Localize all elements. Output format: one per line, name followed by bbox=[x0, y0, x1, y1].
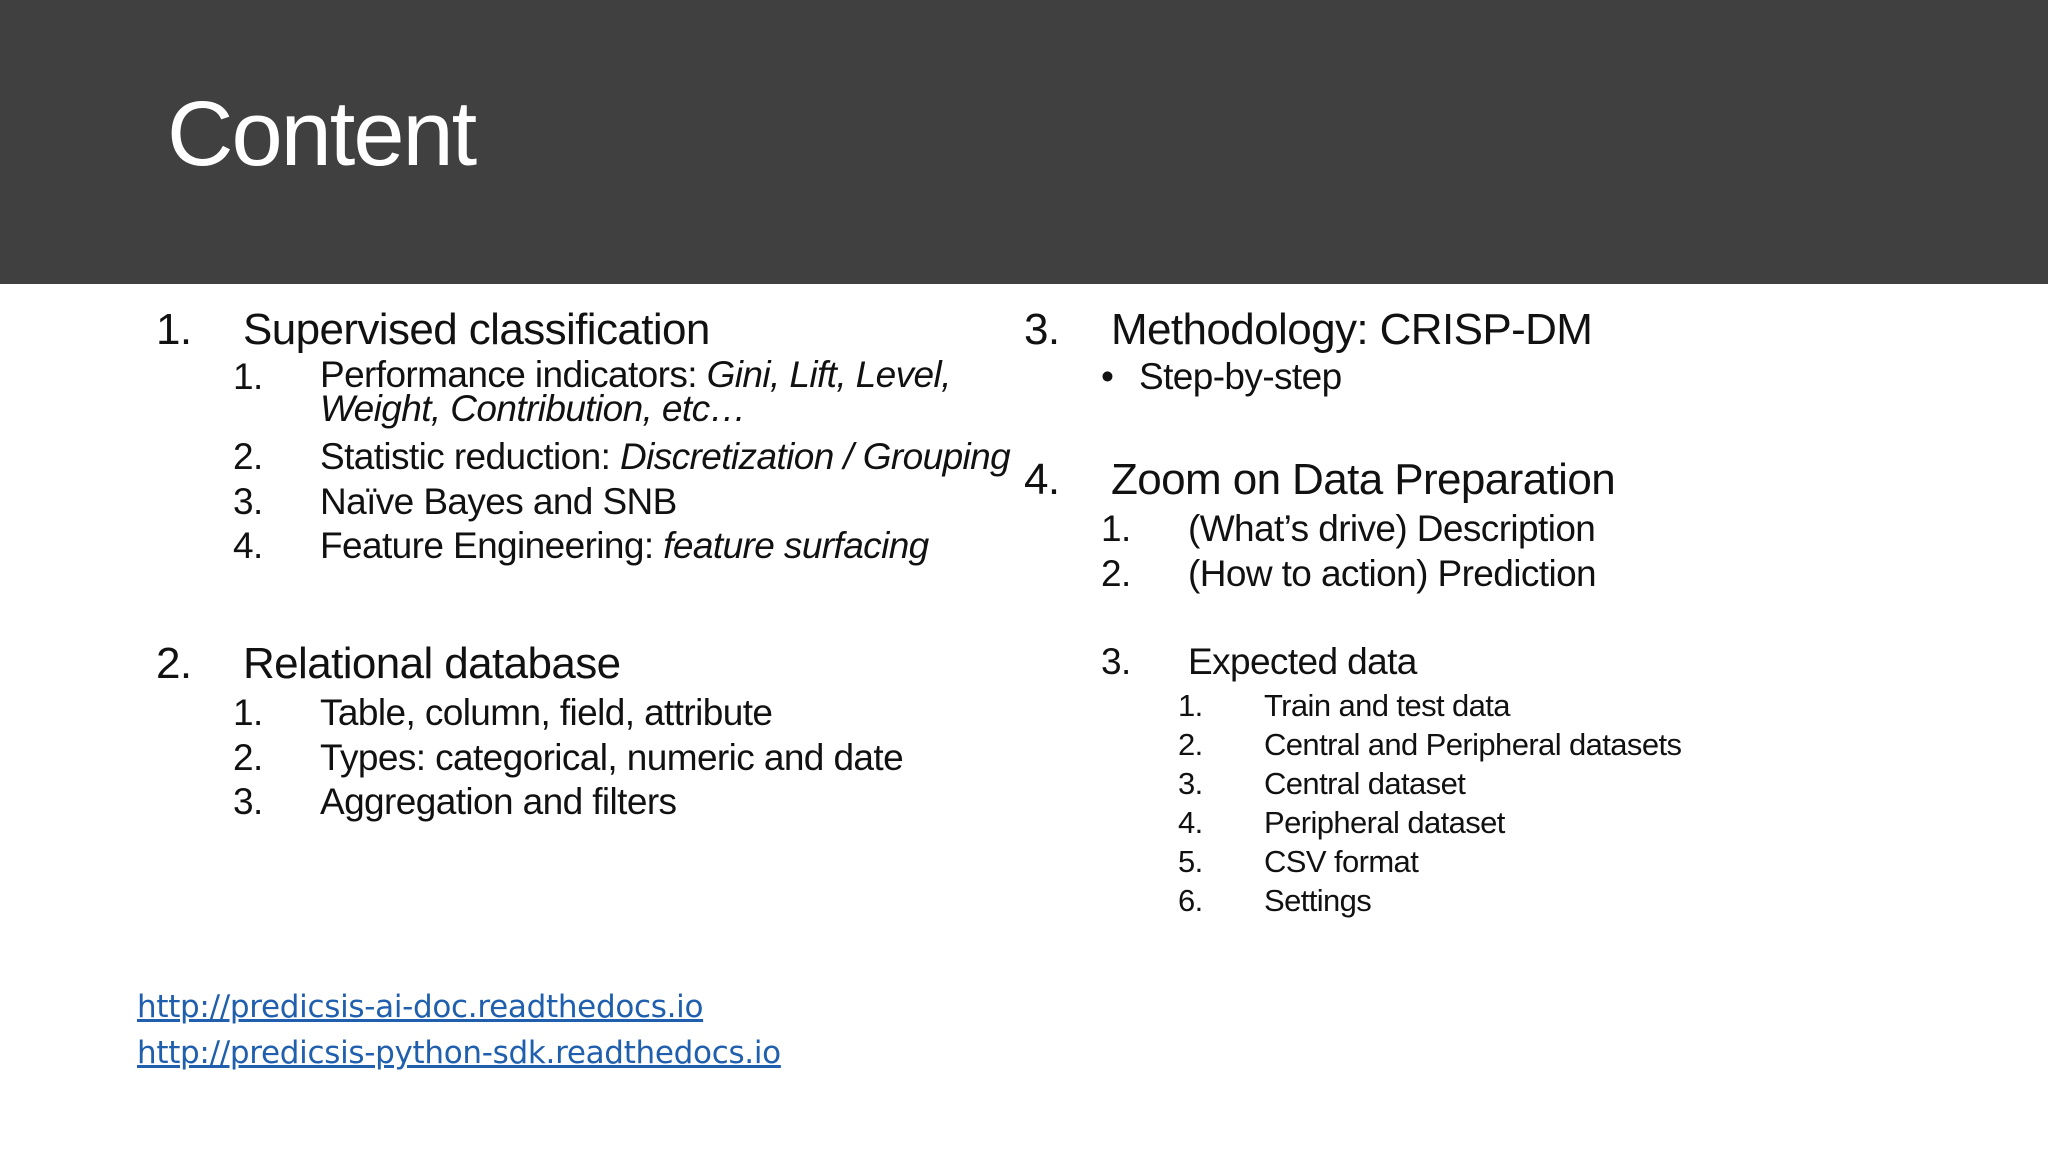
item-label: Types: categorical, numeric and date bbox=[320, 737, 904, 778]
item-label: CSV format bbox=[1264, 844, 1419, 879]
bullet-icon: • bbox=[1101, 356, 1114, 397]
slide-title: Content bbox=[167, 83, 476, 185]
links bbox=[137, 984, 781, 1076]
item-number: 6. bbox=[1178, 883, 1203, 918]
item-label: Table, column, field, attribute bbox=[320, 692, 773, 733]
item-number: 1. bbox=[233, 692, 263, 733]
item-number: 2. bbox=[233, 737, 263, 778]
item-label: Settings bbox=[1264, 883, 1372, 918]
item-number: 3. bbox=[233, 481, 263, 522]
item-number: 3. bbox=[1101, 641, 1131, 682]
item-label: Peripheral dataset bbox=[1264, 805, 1505, 840]
section-label: Supervised classification bbox=[243, 305, 710, 354]
item-number: 5. bbox=[1178, 844, 1203, 879]
item-number: 1. bbox=[233, 356, 263, 397]
item-label: Aggregation and filters bbox=[320, 781, 677, 822]
section-number: 1. bbox=[156, 305, 192, 354]
title-bar bbox=[0, 0, 2048, 284]
section-number: 4. bbox=[1024, 455, 1060, 504]
item-label: Statistic reduction: Discretization / Grouping bbox=[320, 436, 1011, 477]
item-number: 3. bbox=[1178, 766, 1203, 801]
link-ai-doc[interactable]: http://predicsis-ai-doc.readthedocs.io bbox=[137, 989, 704, 1025]
section-number: 3. bbox=[1024, 305, 1060, 354]
item-number: 4. bbox=[233, 525, 263, 566]
section-label: Zoom on Data Preparation bbox=[1111, 455, 1616, 504]
item-number: 2. bbox=[233, 436, 263, 477]
item-label: (How to action) Prediction bbox=[1188, 553, 1597, 594]
item-number: 1. bbox=[1101, 508, 1131, 549]
item-label: (What’s drive) Description bbox=[1188, 508, 1596, 549]
item-label: Central dataset bbox=[1264, 766, 1466, 801]
item-number: 3. bbox=[233, 781, 263, 822]
item-number: 4. bbox=[1178, 805, 1203, 840]
item-label: Feature Engineering: feature surfacing bbox=[320, 525, 929, 566]
item-label: Step-by-step bbox=[1139, 356, 1342, 397]
item-label: Performance indicators: Gini, Lift, Level, Weight, Contribution, etc… bbox=[320, 354, 951, 429]
item-label: Train and test data bbox=[1264, 688, 1510, 723]
list-item bbox=[233, 354, 993, 434]
item-italic: Discretization / Grouping bbox=[620, 436, 1011, 477]
item-number: 2. bbox=[1101, 553, 1131, 594]
section-label: Methodology: CRISP-DM bbox=[1111, 305, 1593, 354]
link-python-sdk[interactable]: http://predicsis-python-sdk.readthedocs.io bbox=[137, 1035, 781, 1071]
item-label: Expected data bbox=[1188, 641, 1417, 682]
item-number: 1. bbox=[1178, 688, 1203, 723]
item-italic: feature surfacing bbox=[663, 525, 929, 566]
item-number: 2. bbox=[1178, 727, 1203, 762]
item-label: Central and Peripheral datasets bbox=[1264, 727, 1682, 762]
section-number: 2. bbox=[156, 639, 192, 688]
item-label: Naïve Bayes and SNB bbox=[320, 481, 677, 522]
item-italic: Gini, Lift, Level, Weight, Contribution, etc… bbox=[320, 354, 951, 429]
section-label: Relational database bbox=[243, 639, 621, 688]
